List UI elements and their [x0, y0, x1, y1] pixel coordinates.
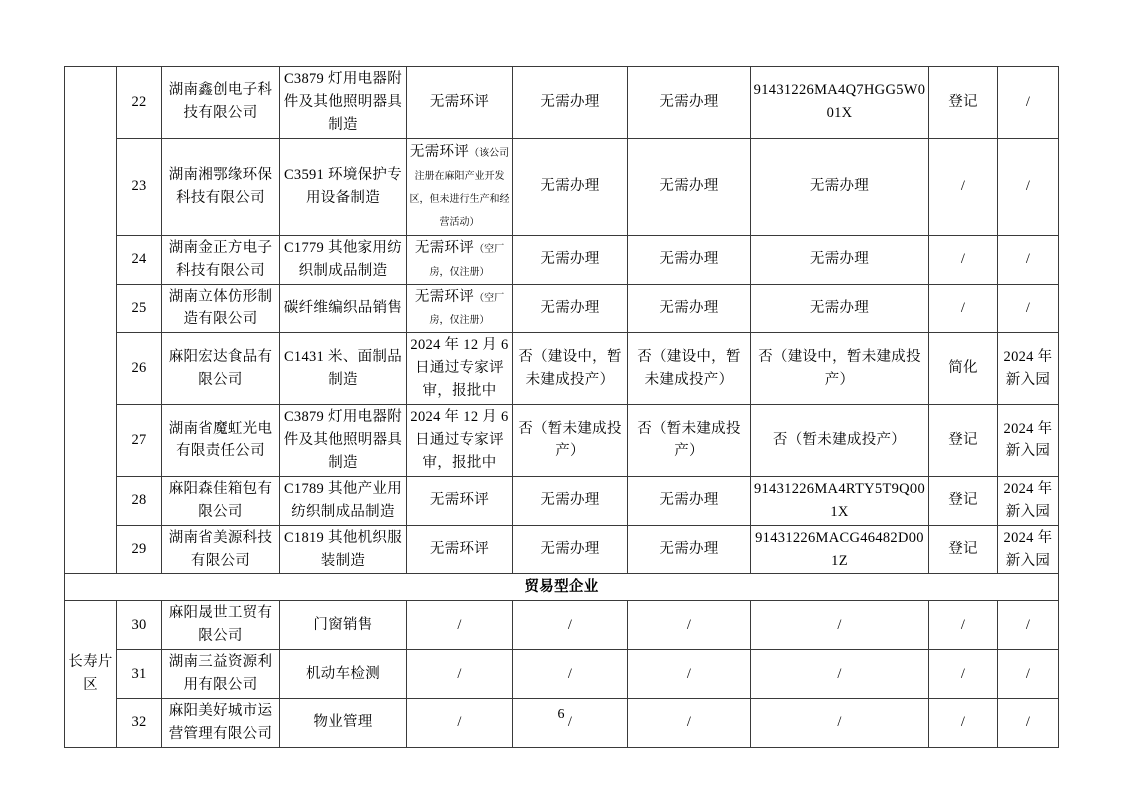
cell-company: 麻阳宏达食品有限公司 — [162, 333, 280, 405]
cell-col7: 无需办理 — [628, 525, 751, 574]
cell-credit-code: / — [751, 650, 929, 699]
cell-no: 25 — [117, 284, 162, 333]
cell-company: 湖南金正方电子科技有限公司 — [162, 235, 280, 284]
cell-industry: C1789 其他产业用纺织制成品制造 — [280, 476, 407, 525]
cell-type: / — [929, 284, 998, 333]
table-row — [65, 601, 1059, 650]
cell-type: / — [929, 650, 998, 699]
cell-company: 湖南三益资源利用有限公司 — [162, 650, 280, 699]
cell-col7: 无需办理 — [628, 235, 751, 284]
cell-type: 登记 — [929, 525, 998, 574]
cell-type: / — [929, 138, 998, 235]
cell-no: 30 — [117, 601, 162, 650]
cell-col6: 无需办理 — [513, 284, 628, 333]
eia-main: 无需环评 — [429, 93, 490, 110]
cell-type: 简化 — [929, 333, 998, 405]
cell-col7: / — [628, 650, 751, 699]
cell-credit-code: 无需办理 — [751, 284, 929, 333]
page-number: 6 — [557, 707, 565, 722]
cell-note: 2024 年新入园 — [998, 333, 1059, 405]
cell-col6: / — [513, 650, 628, 699]
cell-industry: C3879 灯用电器附件及其他照明器具制造 — [280, 67, 407, 139]
cell-type: / — [929, 601, 998, 650]
eia-main: 无需环评 — [409, 143, 470, 160]
cell-industry: C1431 米、面制品制造 — [280, 333, 407, 405]
cell-credit-code: 91431226MA4RTY5T9Q001X — [751, 476, 929, 525]
cell-credit-code: / — [751, 601, 929, 650]
cell-no: 29 — [117, 525, 162, 574]
eia-note: （空厂房，仅注册） — [429, 243, 505, 278]
cell-industry: C1779 其他家用纺织制成品制造 — [280, 235, 407, 284]
cell-company: 湖南省魔虹光电有限责任公司 — [162, 405, 280, 477]
cell-eia — [407, 650, 513, 699]
cell-industry: C3879 灯用电器附件及其他照明器具制造 — [280, 405, 407, 477]
cell-eia — [407, 525, 513, 574]
cell-col7: 否（暂未建成投产） — [628, 405, 751, 477]
cell-note: / — [998, 284, 1059, 333]
cell-col6: 否（暂未建成投产） — [513, 405, 628, 477]
cell-note: / — [998, 67, 1059, 139]
eia-note: （空厂房，仅注册） — [429, 292, 505, 327]
cell-no: 24 — [117, 235, 162, 284]
table-row — [65, 235, 1059, 284]
cell-note: 2024 年新入园 — [998, 525, 1059, 574]
table-row — [65, 650, 1059, 699]
region-cell-empty — [65, 67, 117, 574]
cell-eia — [407, 476, 513, 525]
cell-no: 27 — [117, 405, 162, 477]
table-row — [65, 476, 1059, 525]
cell-industry: C3591 环境保护专用设备制造 — [280, 138, 407, 235]
cell-no: 26 — [117, 333, 162, 405]
enterprise-table — [64, 66, 1059, 748]
cell-eia — [407, 405, 513, 477]
cell-col7: / — [628, 699, 751, 748]
cell-credit-code: 无需办理 — [751, 138, 929, 235]
region-cell: 长寿片区 — [65, 601, 117, 747]
cell-company: 湖南鑫创电子科技有限公司 — [162, 67, 280, 139]
eia-main: 无需环评 — [414, 288, 475, 305]
cell-credit-code: 91431226MACG46482D001Z — [751, 525, 929, 574]
cell-company: 湖南立体仿形制造有限公司 — [162, 284, 280, 333]
cell-col6: 无需办理 — [513, 525, 628, 574]
cell-col7: / — [628, 601, 751, 650]
eia-main: / — [457, 616, 462, 633]
eia-main: 无需环评 — [429, 492, 490, 509]
cell-col7: 无需办理 — [628, 67, 751, 139]
cell-note: 2024 年新入园 — [998, 476, 1059, 525]
cell-col7: 无需办理 — [628, 138, 751, 235]
section-header-row — [65, 574, 1059, 601]
cell-note: / — [998, 601, 1059, 650]
cell-eia — [407, 235, 513, 284]
cell-col6: / — [513, 601, 628, 650]
cell-col6: 无需办理 — [513, 476, 628, 525]
cell-type: / — [929, 699, 998, 748]
cell-company: 麻阳森佳箱包有限公司 — [162, 476, 280, 525]
eia-main: 无需环评 — [414, 239, 475, 256]
table-row — [65, 138, 1059, 235]
cell-type: 登记 — [929, 405, 998, 477]
cell-company: 湖南湘鄂缘环保科技有限公司 — [162, 138, 280, 235]
table-row — [65, 333, 1059, 405]
eia-main: / — [457, 665, 462, 682]
cell-col6: 无需办理 — [513, 138, 628, 235]
cell-industry: C1819 其他机织服装制造 — [280, 525, 407, 574]
cell-company: 麻阳美好城市运营管理有限公司 — [162, 699, 280, 748]
cell-note: / — [998, 235, 1059, 284]
cell-no: 28 — [117, 476, 162, 525]
cell-col6: 无需办理 — [513, 67, 628, 139]
cell-industry: 物业管理 — [280, 699, 407, 748]
table-row — [65, 67, 1059, 139]
cell-company: 麻阳晟世工贸有限公司 — [162, 601, 280, 650]
cell-eia — [407, 333, 513, 405]
cell-eia — [407, 138, 513, 235]
cell-eia — [407, 601, 513, 650]
cell-eia — [407, 67, 513, 139]
table-row — [65, 284, 1059, 333]
cell-credit-code: 否（暂未建成投产） — [751, 405, 929, 477]
cell-note: / — [998, 699, 1059, 748]
cell-industry: 机动车检测 — [280, 650, 407, 699]
cell-no: 32 — [117, 699, 162, 748]
cell-eia — [407, 284, 513, 333]
cell-type: / — [929, 235, 998, 284]
cell-no: 22 — [117, 67, 162, 139]
cell-credit-code: 否（建设中，暂未建成投产） — [751, 333, 929, 405]
cell-col6: / — [513, 699, 628, 748]
eia-main: 无需环评 — [429, 541, 490, 558]
table-row — [65, 405, 1059, 477]
cell-type: 登记 — [929, 476, 998, 525]
cell-col7: 否（建设中，暂未建成投产） — [628, 333, 751, 405]
cell-no: 31 — [117, 650, 162, 699]
cell-note: 2024 年新入园 — [998, 405, 1059, 477]
cell-col7: 无需办理 — [628, 476, 751, 525]
cell-type: 登记 — [929, 67, 998, 139]
eia-main: / — [457, 714, 462, 731]
cell-credit-code: 无需办理 — [751, 235, 929, 284]
cell-col6: 无需办理 — [513, 235, 628, 284]
table-row — [65, 525, 1059, 574]
cell-credit-code: / — [751, 699, 929, 748]
cell-industry: 碳纤维编织品销售 — [280, 284, 407, 333]
cell-industry: 门窗销售 — [280, 601, 407, 650]
eia-main: 2024 年 12 月 6 日通过专家评审，报批中 — [410, 409, 509, 471]
cell-col7: 无需办理 — [628, 284, 751, 333]
eia-note: （该公司注册在麻阳产业开发区，但未进行生产和经营活动） — [409, 147, 510, 228]
cell-no: 23 — [117, 138, 162, 235]
cell-note: / — [998, 650, 1059, 699]
cell-company: 湖南省美源科技有限公司 — [162, 525, 280, 574]
cell-note: / — [998, 138, 1059, 235]
cell-credit-code: 91431226MA4Q7HGG5W001X — [751, 67, 929, 139]
eia-main: 2024 年 12 月 6 日通过专家评审，报批中 — [410, 337, 509, 400]
cell-col6: 否（建设中，暂未建成投产） — [513, 333, 628, 405]
section-header: 贸易型企业 — [65, 574, 1059, 601]
